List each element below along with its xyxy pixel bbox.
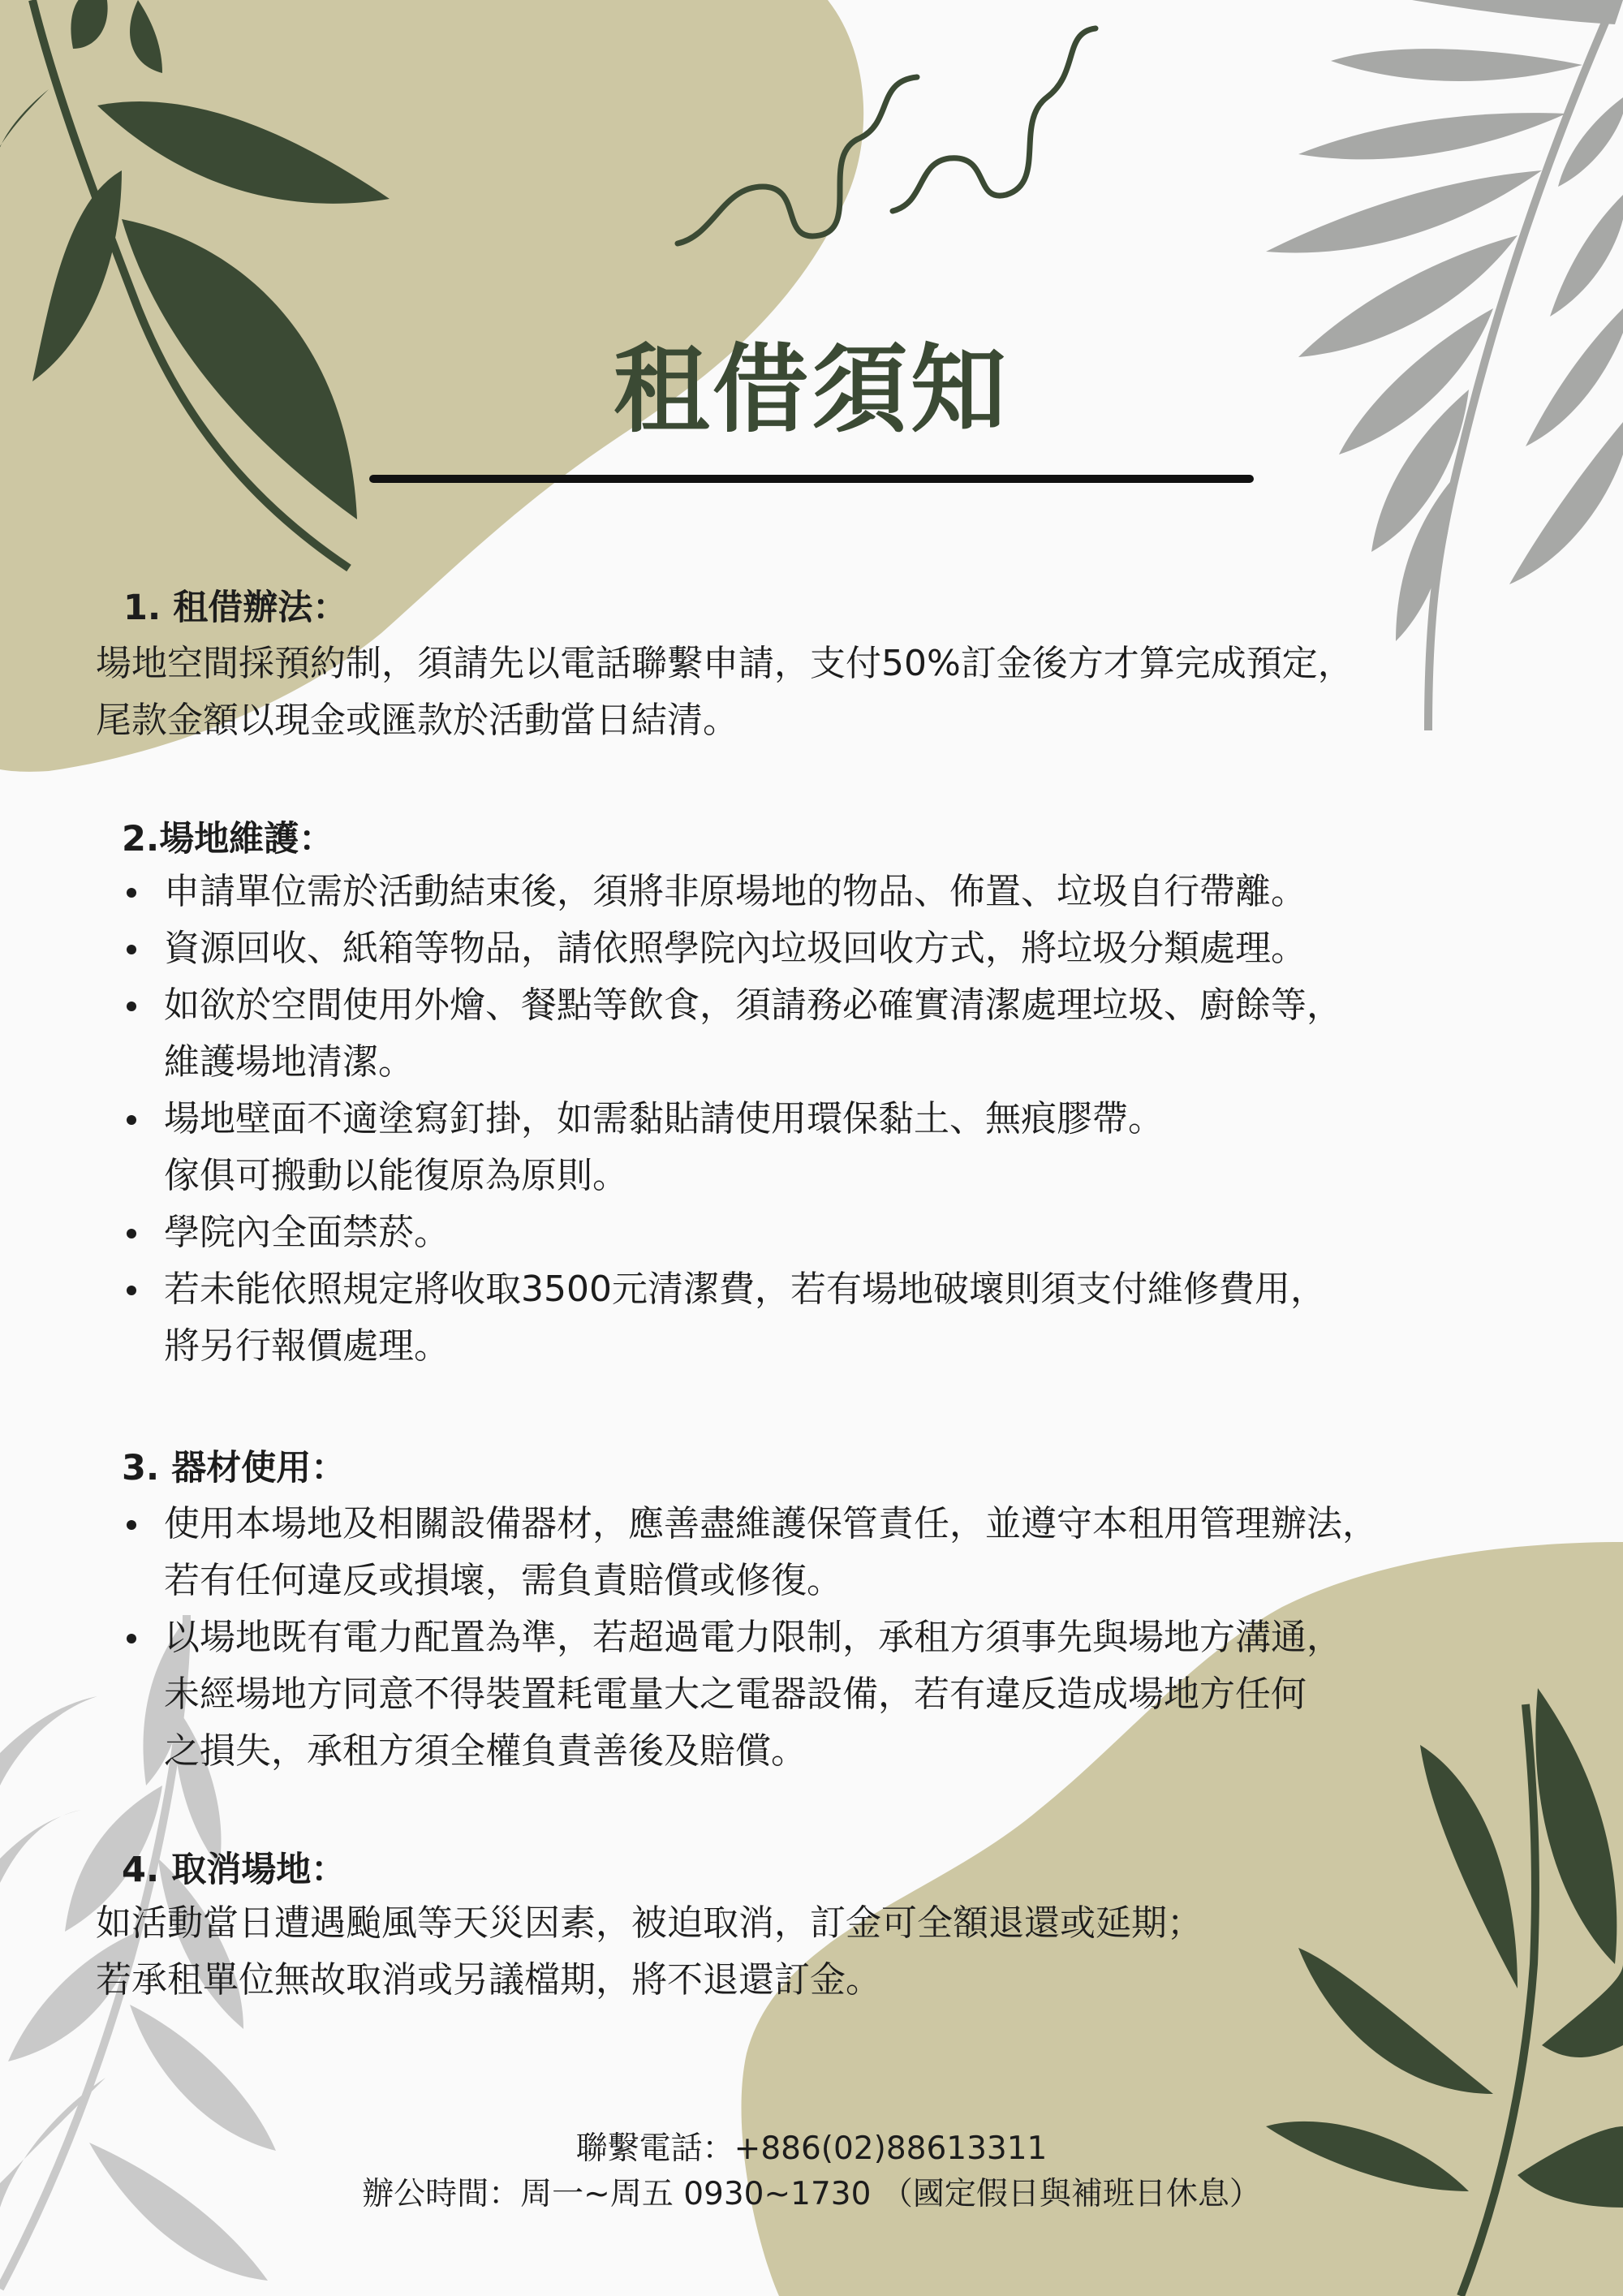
bullet-icon (127, 945, 136, 954)
list-item-text: 資源回收、紙箱等物品，請依照學院內垃圾回收方式，將垃圾分類處理。 (164, 928, 1307, 969)
list-item-text: 將另行報價處理。 (164, 1325, 450, 1367)
list-item-text: 以場地既有電力配置為準，若超過電力限制，承租方須事先與場地方溝通， (164, 1617, 1342, 1658)
list-item-text: 學院內全面禁菸。 (164, 1212, 450, 1253)
section-heading: 2.場地維護： (122, 819, 334, 859)
list-item (122, 977, 1342, 1091)
office-hours: 辦公時間：周一~周五 0930~1730 （國定假日與補班日休息） (362, 2176, 1261, 2212)
paragraph-line: 如活動當日遭遇颱風等天災因素，被迫取消，訂金可全額退還或延期； (96, 1902, 1203, 1944)
list-item-text: 未經場地方同意不得裝置耗電量大之電器設備，若有違反造成場地方任何 (164, 1674, 1307, 1715)
bullet-icon (127, 1115, 136, 1125)
list-item-text: 之損失，承租方須全權負責善後及賠償。 (164, 1730, 807, 1772)
bullet-list (122, 1496, 1378, 1780)
bullet-icon (127, 888, 136, 898)
list-item (122, 1261, 1342, 1375)
title-underline (369, 475, 1254, 483)
page-title: 租借須知 (613, 334, 1010, 446)
list-item (122, 920, 1342, 977)
paragraph-line: 場地空間採預約制，須請先以電話聯繫申請，支付50%訂金後方才算完成預定， (96, 643, 1354, 684)
list-item-text: 若有任何違反或損壞，需負責賠償或修復。 (164, 1560, 842, 1601)
list-item (122, 1496, 1378, 1609)
section-heading: 4. 取消場地： (122, 1850, 347, 1890)
list-item (122, 864, 1342, 920)
list-item-text: 場地壁面不適塗寫釘掛，如需黏貼請使用環保黏土、無痕膠帶。 (164, 1098, 1164, 1139)
bullet-list (122, 864, 1342, 1375)
section-heading: 3. 器材使用： (122, 1448, 347, 1488)
bullet-icon (127, 1286, 136, 1295)
bullet-icon (127, 1634, 136, 1643)
list-item-text: 若未能依照規定將收取3500元清潔費，若有場地破壞則須支付維修費用， (164, 1269, 1326, 1310)
list-item (122, 1204, 1342, 1261)
paragraph-line: 若承租單位無故取消或另議檔期，將不退還訂金。 (96, 1959, 881, 2001)
bullet-icon (127, 1002, 136, 1011)
list-item-text: 如欲於空間使用外燴、餐點等飲食，須請務必確實清潔處理垃圾、廚餘等， (164, 984, 1342, 1026)
list-item (122, 1609, 1378, 1780)
paragraph-line: 尾款金額以現金或匯款於活動當日結清。 (96, 700, 738, 741)
list-item-text: 傢俱可搬動以能復原為原則。 (164, 1155, 628, 1196)
bullet-icon (127, 1229, 136, 1238)
contact-phone: 聯繫電話：+886(02)88613311 (575, 2130, 1048, 2167)
section-heading: 1. 租借辦法： (123, 588, 348, 628)
list-item-text: 使用本場地及相關設備器材，應善盡維護保管責任，並遵守本租用管理辦法， (164, 1503, 1378, 1544)
list-item-text: 維護場地清潔。 (164, 1041, 414, 1083)
list-item-text: 申請單位需於活動結束後，須將非原場地的物品、佈置、垃圾自行帶離。 (164, 871, 1307, 912)
list-item (122, 1091, 1342, 1204)
bullet-icon (127, 1520, 136, 1530)
